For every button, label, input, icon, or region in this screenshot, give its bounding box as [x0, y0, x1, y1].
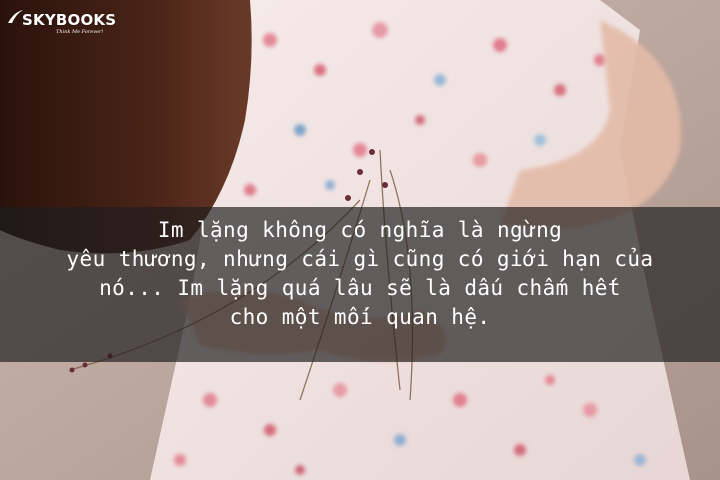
logo-slogan: Think Me Forever! — [56, 29, 104, 35]
skybooks-logo — [6, 6, 117, 42]
quote-line: Im lặng không có nghĩa là ngừng — [157, 218, 563, 242]
quote-line: yêu thương, nhưng cái gì cũng có giới hạn của — [66, 247, 654, 271]
logo-brand: SKYBOOKS — [22, 11, 117, 29]
quote-line: cho một mối quan hệ. — [229, 305, 491, 329]
quote-line: nó... Im lặng quá lâu sẽ là dấu chấm hết — [99, 276, 621, 300]
quote-text — [0, 216, 720, 332]
